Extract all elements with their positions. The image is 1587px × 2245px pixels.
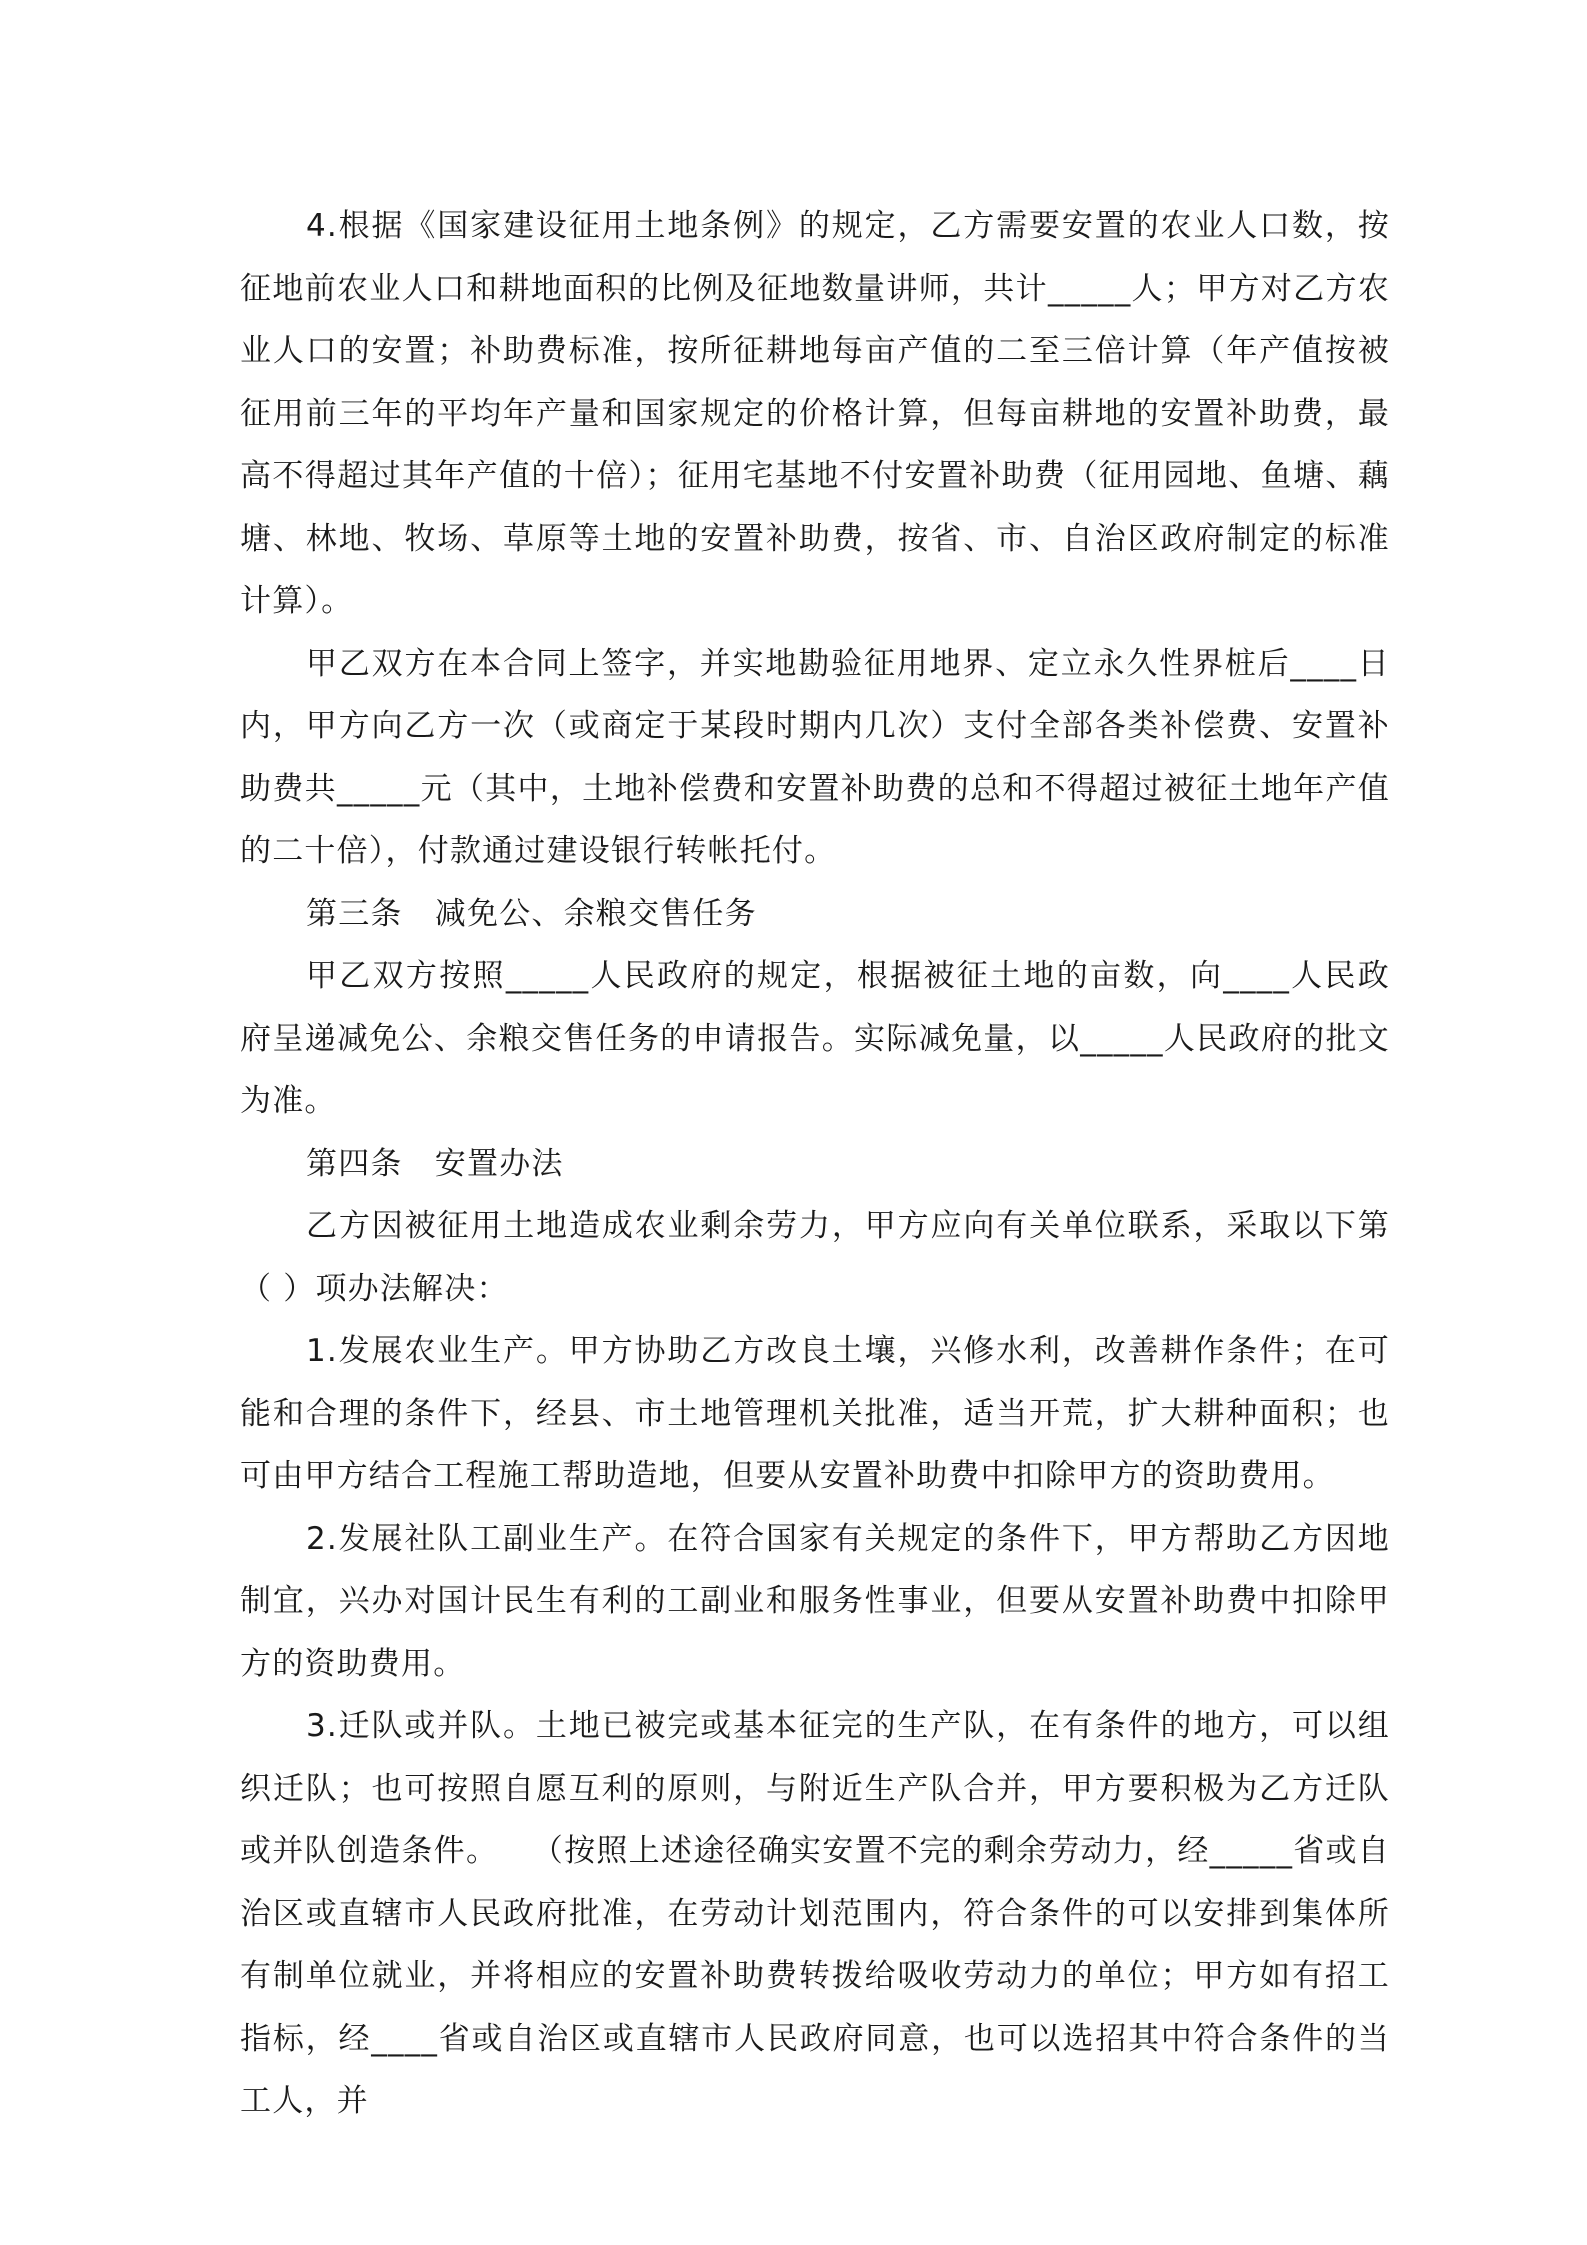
list-item-relocation: 3.迁队或并队。土地已被完或基本征完的生产队，在有条件的地方，可以组织迁队；也可按照自愿互利的原则，与附近生产队合并，甲方要积极为乙方迁队或并队创造条件。 （按照上述途径确实安置不完的剩余劳动力，经_____省或自治区或直辖市人民政府批准，在劳动计划范围内，符合条件的可以安排到集体所有制单位就业，并将相应的安置补助费转拨给吸收劳动力的单位；甲方如有招工指标，经____省或自治区或直辖市人民政府同意，也可以选招其中符合条件的当工人，并 bbox=[240, 1708, 1390, 2119]
list-item-sideline: 2.发展社队工副业生产。在符合国家有关规定的条件下，甲方帮助乙方因地制宜，兴办对国计民生有利的工副业和服务性事业，但要从安置补助费中扣除甲方的资助费用。 bbox=[240, 1520, 1390, 1682]
list-item-agriculture: 1.发展农业生产。甲方协助乙方改良土壤，兴修水利，改善耕作条件；在可能和合理的条件下，经县、市土地管理机关批准，适当开荒，扩大耕种面积；也可由甲方结合工程施工帮助造地，但要从安置补助费中扣除甲方的资助费用。 bbox=[240, 1333, 1390, 1494]
article-4-heading: 第四条 安置办法 bbox=[306, 1145, 564, 1182]
paragraph-grain-reduction: 甲乙双方按照_____人民政府的规定，根据被征土地的亩数，向____人民政府呈递减免公、余粮交售任务的申请报告。实际减免量，以_____人民政府的批文为准。 bbox=[240, 958, 1390, 1119]
paragraph-payment-terms: 甲乙双方在本合同上签字，并实地勘验征用地界、定立永久性界桩后____日内，甲方向乙方一次（或商定于某段时期内几次）支付全部各类补偿费、安置补助费共_____元（其中，土地补偿费和安置补助费的总和不得超过被征土地年产值的二十倍），付款通过建设银行转帐托付。 bbox=[240, 645, 1390, 869]
paragraph-resettlement-population: 4.根据《国家建设征用土地条例》的规定，乙方需要安置的农业人口数，按征地前农业人口和耕地面积的比例及征地数量讲师，共计_____人；甲方对乙方农业人口的安置；补助费标准，按所征耕地每亩产值的二至三倍计算（年产值按被征用前三年的平均年产量和国家规定的价格计算，但每亩耕地的安置补助费，最高不得超过其年产值的十倍）；征用宅基地不付安置补助费（征用园地、鱼塘、藕塘、林地、牧场、草原等土地的安置补助费，按省、市、自治区政府制定的标准计算）。 bbox=[240, 208, 1390, 619]
paragraph-surplus-labor: 乙方因被征用土地造成农业剩余劳力，甲方应向有关单位联系，采取以下第（ ）项办法解决： bbox=[240, 1208, 1390, 1307]
article-3-heading: 第三条 减免公、余粮交售任务 bbox=[306, 895, 757, 932]
document-body bbox=[240, 195, 1390, 2133]
